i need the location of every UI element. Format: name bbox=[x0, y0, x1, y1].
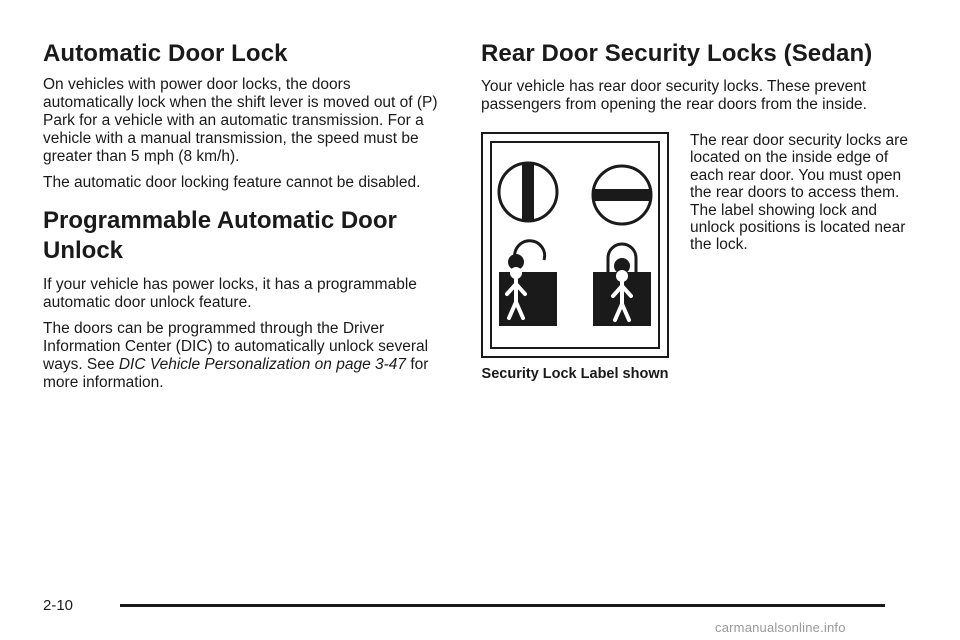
automatic-door-lock-paragraph: On vehicles with power door locks, the doors automatically lock when the shift lever is moved out of (P) Park for a vehicle with an automatic transmission. For a vehicle with a manual transmission, the speed must be greater than 5 mph (8 km/h). bbox=[43, 76, 438, 165]
rear-door-security-heading: Rear Door Security Locks (Sedan) bbox=[481, 40, 873, 67]
dic-paragraph-end: for more information. bbox=[43, 356, 429, 391]
dic-cross-reference-link[interactable]: DIC Vehicle Personalization on page 3-47 bbox=[118, 356, 407, 373]
dic-paragraph bbox=[43, 320, 443, 392]
child-locked-icon bbox=[499, 241, 557, 326]
automatic-door-lock-note: The automatic door locking feature cannot be disabled. bbox=[43, 174, 421, 191]
child-unlocked-icon bbox=[593, 244, 651, 326]
page-number: 2-10 bbox=[43, 597, 74, 614]
rear-door-security-intro: Your vehicle has rear door security locks. These prevent passengers from opening the rear doors from the inside. bbox=[481, 78, 867, 113]
security-lock-figure bbox=[481, 132, 669, 383]
programmable-unlock-heading: Programmable Automatic Door Unlock bbox=[43, 207, 397, 264]
figure-caption: Security Lock Label shown bbox=[481, 366, 669, 382]
watermark: carmanualsonline.info bbox=[715, 620, 846, 635]
footer-rule bbox=[120, 604, 885, 607]
lock-position-vertical-icon bbox=[499, 163, 557, 221]
automatic-door-lock-heading: Automatic Door Lock bbox=[43, 40, 288, 67]
security-lock-description: The rear door security locks are located on the inside edge of each rear door. You must open the rear doors to access them. The label showing lock and unlock positions is located near the lock. bbox=[690, 132, 908, 254]
security-lock-label bbox=[481, 132, 669, 358]
left-column bbox=[43, 40, 443, 400]
dic-paragraph-text: The doors can be programmed through the Driver Information Center (DIC) to automatically unlock several ways. See bbox=[43, 320, 429, 373]
right-column bbox=[481, 40, 921, 412]
security-lock-figure-area bbox=[481, 132, 921, 412]
programmable-unlock-paragraph: If your vehicle has power locks, it has a programmable automatic door unlock feature. bbox=[43, 276, 417, 311]
security-lock-label-graphic bbox=[483, 134, 667, 356]
unlock-position-horizontal-icon bbox=[593, 166, 651, 224]
